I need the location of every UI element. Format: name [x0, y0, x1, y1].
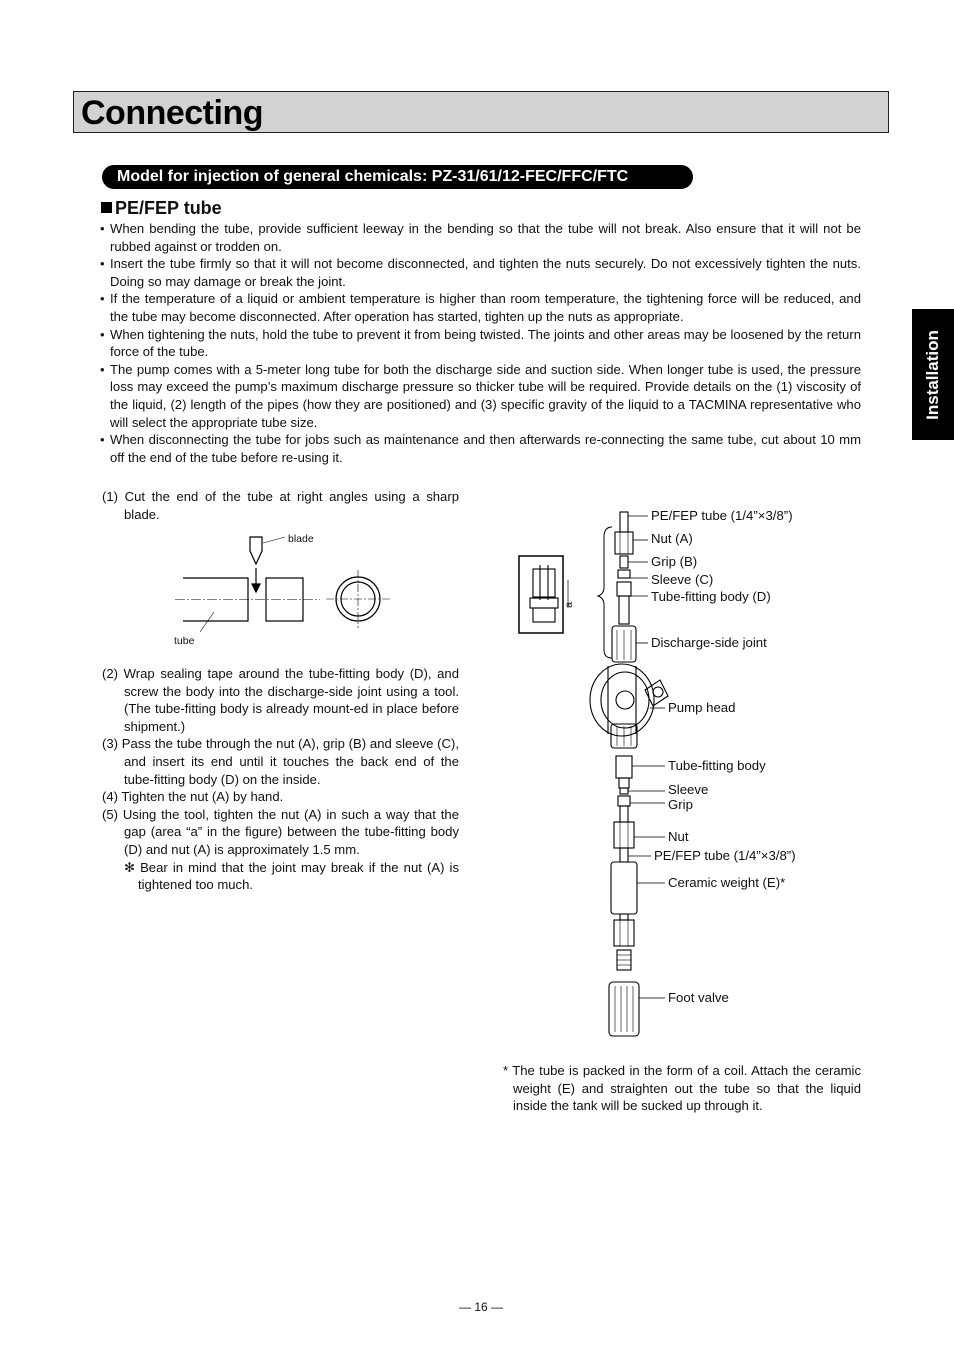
tube-label: tube	[174, 635, 195, 647]
step-2: (2) Wrap sealing tape around the tube-fitting body (D), and screw the body into the discharge-side joint using a tool. (The tube-fitting body is already mount-ed in place before shipment.)	[102, 666, 459, 734]
section-heading	[101, 198, 222, 219]
tube-section-inner	[341, 582, 375, 616]
list-item: • When bending the tube, provide sufficient leeway in the bending so that the tube will not break. Also ensure that it will not be rubbed against or trodden on.	[100, 220, 861, 255]
page-number-value: 16	[474, 1300, 488, 1314]
caution-note: ✻ Bear in mind that the joint may break if the nut (A) is tightened too much.	[124, 859, 459, 893]
list-item: • When disconnecting the tube for jobs such as maintenance and then afterwards re-connecting the same tube, cut about 10 mm off the end of the tube before re-using it.	[100, 431, 861, 466]
list-item: • If the temperature of a liquid or ambient temperature is higher than room temperature, the tightening force will be reduced, and the tube may become disconnected. After operation has started, tighten up the nuts as appropriate.	[100, 290, 861, 325]
inset-box	[519, 556, 563, 633]
label-foot-valve: Foot valve	[668, 990, 729, 1005]
label-grip: Grip	[668, 797, 693, 812]
label-nut-a: Nut (A)	[651, 531, 693, 546]
label-grip-b: Grip (B)	[651, 554, 698, 569]
section-title: PE/FEP tube	[115, 198, 222, 218]
caution-list	[100, 220, 861, 466]
footnote: * The tube is packed in the form of a coil. Attach the ceramic weight (E) and straighten out the tube so that the liquid inside the tank will be sucked up through it.	[503, 1063, 861, 1114]
cut-figure	[175, 537, 390, 632]
blade-icon	[250, 537, 262, 564]
label-gap-a: a	[562, 602, 575, 608]
section-side-tab	[912, 309, 954, 440]
model-banner: Model for injection of general chemicals: PZ-31/61/12-FEC/FFC/FTC	[102, 165, 693, 189]
list-item: • The pump comes with a 5-meter long tube for both the discharge side and suction side. When longer tube is used, the pressure loss may exceed the pump’s maximum discharge pressure so thicker tube will be required. Provide details on the (1) viscosity of the liquid, (2) length of the pipes (how they are positioned) and (3) specific gravity of the liquid to a TACMINA representative who will select the appropriate tube size.	[100, 361, 861, 431]
label-tube-fitting-body: Tube-fitting body	[668, 758, 766, 773]
label-ceramic-weight: Ceramic weight (E)*	[668, 875, 786, 890]
label-nut: Nut	[668, 829, 689, 844]
step-4: (4) Tighten the nut (A) by hand.	[102, 789, 284, 805]
page-number: — 16 —	[459, 1300, 504, 1314]
tube-section-outer	[336, 577, 380, 621]
label-tube-bottom: PE/FEP tube (1/4”×3/8”)	[654, 848, 796, 863]
side-tab-label: Installation	[923, 329, 942, 420]
assembly-figure	[519, 512, 668, 1036]
label-sleeve: Sleeve	[668, 782, 709, 797]
label-body-d: Tube-fitting body (D)	[651, 589, 771, 604]
step-3: (3) Pass the tube through the nut (A), grip (B) and sleeve (C), and insert its end until it touches the back end of the tube-fitting body (D) on the inside.	[102, 736, 459, 787]
label-pump-head: Pump head	[668, 700, 736, 715]
square-bullet-icon	[101, 202, 112, 213]
step-1: (1) Cut the end of the tube at right angles using a sharp blade.	[102, 489, 459, 522]
label-discharge-joint: Discharge-side joint	[651, 635, 767, 650]
label-sleeve-c: Sleeve (C)	[651, 572, 714, 587]
list-item: • When tightening the nuts, hold the tube to prevent it from being twisted. The joints and other areas may be loosened by the return force of the tube.	[100, 326, 861, 361]
steps-block	[102, 665, 459, 894]
step-1-block	[102, 488, 459, 523]
step-5: (5) Using the tool, tighten the nut (A) in such a way that the gap (area “a” in the figure) between the tube-fitting body (D) and nut (A) is approximately 1.5 mm.	[102, 806, 459, 857]
page-title: Connecting	[81, 94, 263, 132]
list-item: • Insert the tube firmly so that it will not become disconnected, and tighten the nuts securely. Do not excessively tighten the nuts. Doing so may damage or break the joint.	[100, 255, 861, 290]
label-tube-top: PE/FEP tube (1/4”×3/8”)	[651, 508, 793, 523]
tube-left	[183, 578, 248, 621]
page-title-bar	[73, 91, 889, 133]
blade-label: blade	[288, 533, 314, 545]
tube-right	[266, 578, 303, 621]
